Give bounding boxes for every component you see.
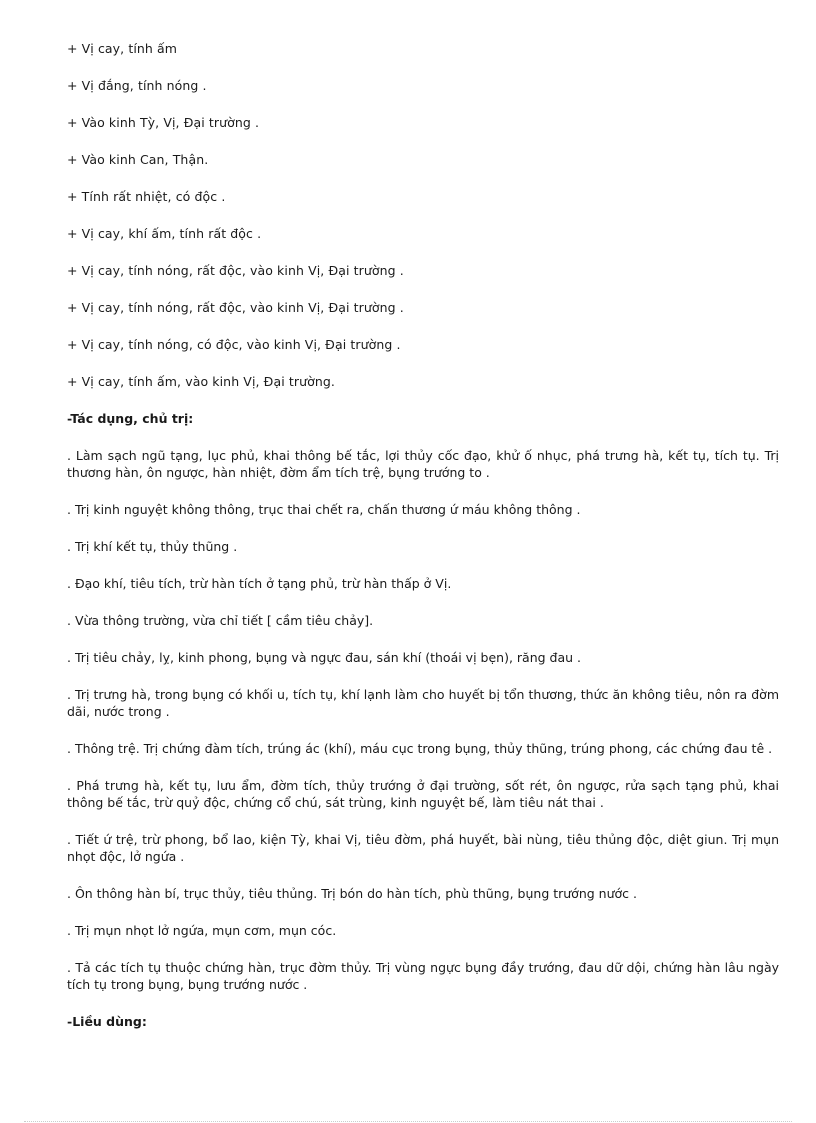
property-line: + Vị cay, khí ấm, tính rất độc . [67, 226, 262, 241]
property-line: + Vị cay, tính ấm [67, 41, 178, 56]
property-line: + Vị đắng, tính nóng . [67, 78, 207, 93]
use-paragraph: . Thông trệ. Trị chứng đàm tích, trúng ác (khí), máu cục trong bụng, thủy thũng, trúng phong, các chứng đau tê . [67, 741, 773, 756]
use-paragraph: . Tả các tích tụ thuộc chứng hàn, trục đờm thủy. Trị vùng ngực bụng đầy trướng, đau dữ dội, chứng hàn lâu ngày tích tụ trong bụng, bụng trướng nước . [67, 960, 779, 992]
use-paragraph: . Trị khí kết tụ, thủy thũng . [67, 539, 238, 554]
use-paragraph: . Đạo khí, tiêu tích, trừ hàn tích ở tạng phủ, trừ hàn thấp ở Vị. [67, 576, 452, 591]
use-paragraph: . Vừa thông trường, vừa chỉ tiết [ cầm tiêu chảy]. [67, 613, 374, 628]
property-line: + Vào kinh Can, Thận. [67, 152, 209, 167]
use-paragraph: . Trị trưng hà, trong bụng có khối u, tích tụ, khí lạnh làm cho huyết bị tổn thương, thức ăn không tiêu, nôn ra đờm dãi, nước trong . [67, 687, 779, 719]
use-paragraph: . Phá trưng hà, kết tụ, lưu ẩm, đờm tích, thủy trướng ở đại trường, sốt rét, ôn ngược, rửa sạch tạng phủ, khai thông bế tắc, trừ quỷ độc, chứng cổ chú, sát trùng, kinh nguyệt bế, làm tiêu nát thai . [67, 778, 779, 810]
property-line: + Vị cay, tính ấm, vào kinh Vị, Đại trường. [67, 374, 336, 389]
property-line: + Vị cay, tính nóng, có độc, vào kinh Vị, Đại trường . [67, 337, 401, 352]
use-paragraph: . Trị mụn nhọt lở ngứa, mụn cơm, mụn cóc. [67, 923, 337, 938]
use-paragraph: . Ôn thông hàn bí, trục thủy, tiêu thủng. Trị bón do hàn tích, phù thũng, bụng trướng nước . [67, 886, 637, 901]
property-line: + Vị cay, tính nóng, rất độc, vào kinh Vị, Đại trường . [67, 263, 404, 278]
use-paragraph: . Làm sạch ngũ tạng, lục phủ, khai thông bế tắc, lợi thủy cốc đạo, khử ố nhục, phá trưng hà, kết tụ, tích tụ. Trị thương hàn, ôn ngược, hàn nhiệt, đờm ẩm tích trệ, bụng trướng to . [67, 448, 779, 480]
uses-heading: -Tác dụng, chủ trị: [67, 411, 194, 426]
page-bottom-divider [24, 1121, 792, 1122]
document-page [67, 40, 779, 1050]
property-line: + Vào kinh Tỳ, Vị, Đại trường . [67, 115, 260, 130]
use-paragraph: . Tiết ứ trệ, trừ phong, bổ lao, kiện Tỳ, khai Vị, tiêu đờm, phá huyết, bài nùng, tiêu thủng độc, diệt giun. Trị mụn nhọt độc, lở ngứa . [67, 832, 779, 864]
dosage-heading: -Liều dùng: [67, 1014, 147, 1029]
use-paragraph: . Trị kinh nguyệt không thông, trục thai chết ra, chấn thương ứ máu không thông . [67, 502, 581, 517]
use-paragraph: . Trị tiêu chảy, lỵ, kinh phong, bụng và ngực đau, sán khí (thoái vị bẹn), răng đau . [67, 650, 581, 665]
property-line: + Tính rất nhiệt, có độc . [67, 189, 226, 204]
property-line: + Vị cay, tính nóng, rất độc, vào kinh Vị, Đại trường . [67, 300, 404, 315]
